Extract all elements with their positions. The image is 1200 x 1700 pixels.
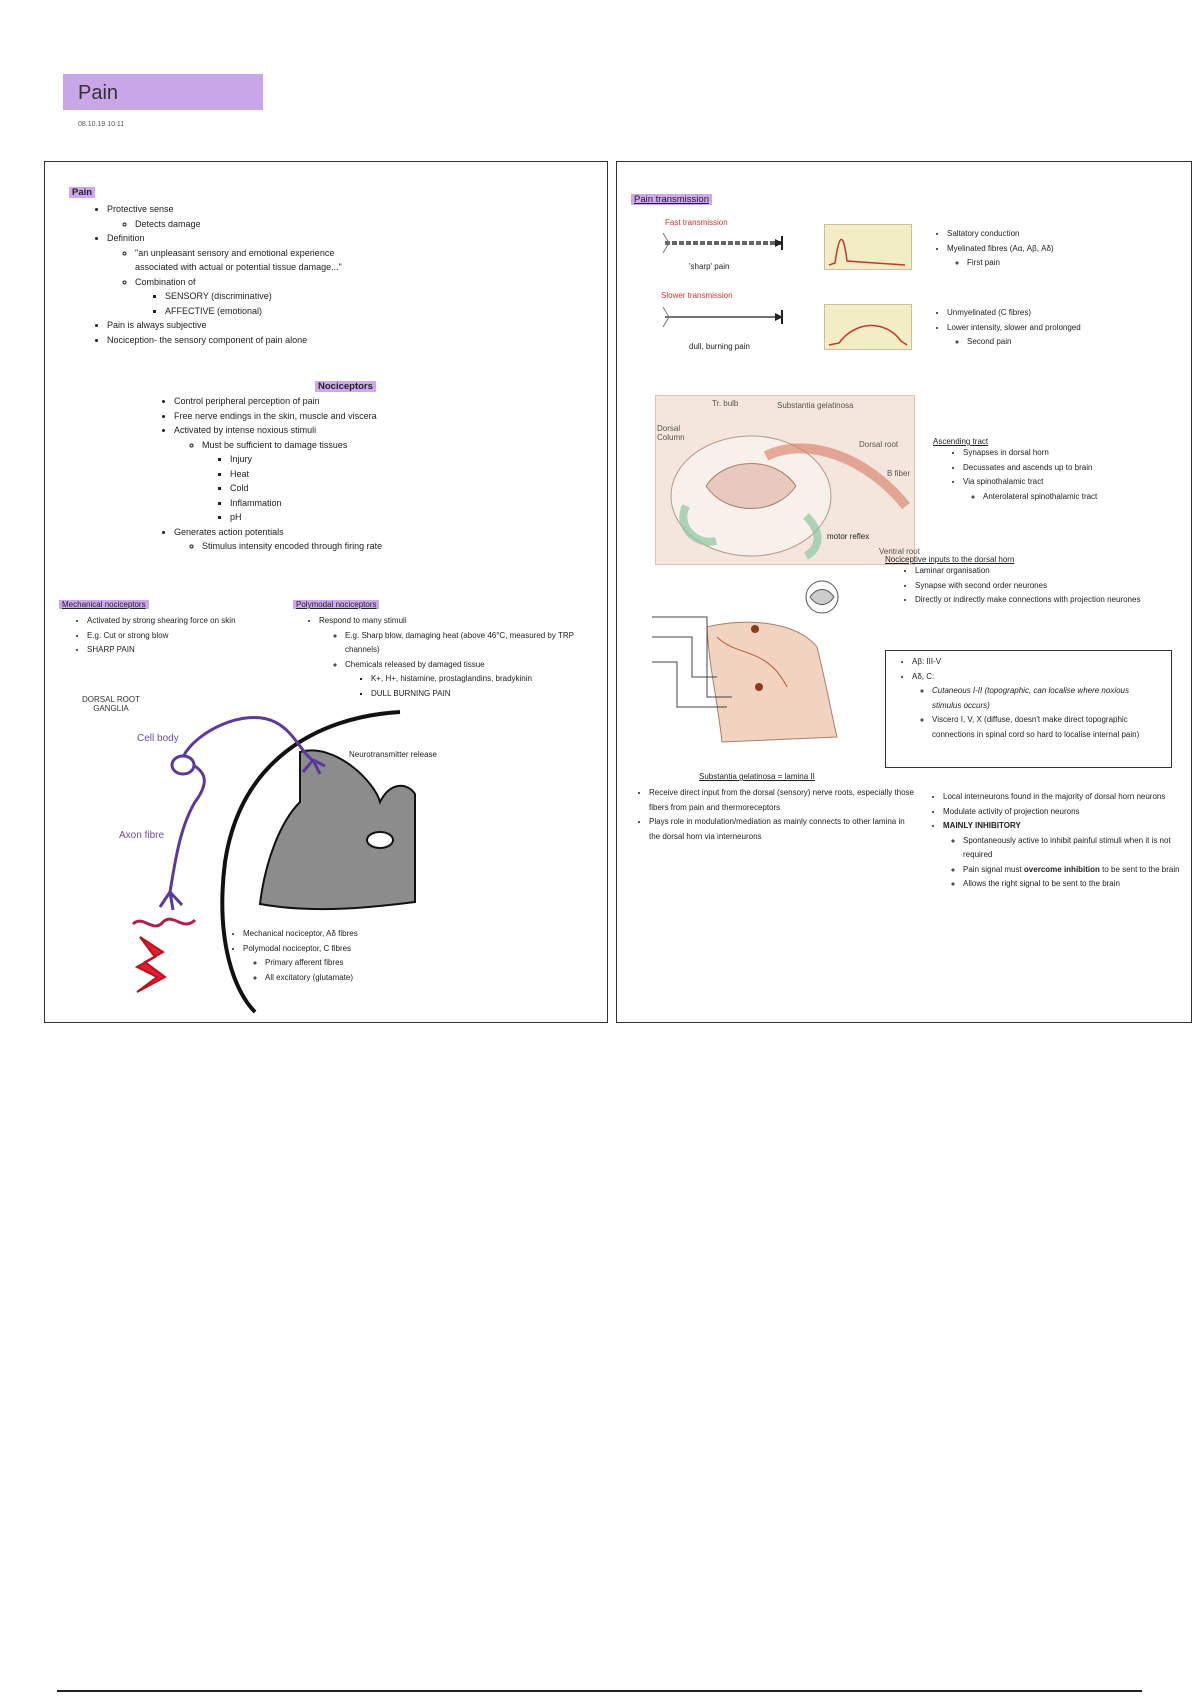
list-item: • Protective sense [107, 202, 365, 217]
axon-terminal [160, 892, 182, 910]
list-item: • Generates action potentials [174, 525, 382, 540]
pain-bolt-icon [137, 937, 165, 992]
right-panel [616, 161, 1192, 1023]
footer-rule [57, 1690, 1142, 1692]
nociceptors-heading: Nociceptors [315, 381, 376, 392]
stimulus-squiggle [133, 919, 195, 926]
list-item: • Via spinothalamic tract [963, 475, 1097, 490]
list-item: ▪ SENSORY (discriminative) [165, 289, 365, 304]
list-item: ◦ Primary afferent fibres [265, 956, 358, 971]
ascending-section [933, 437, 1097, 504]
fast-pain-label: 'sharp' pain [689, 262, 730, 271]
list-item: • Pain is always subjective [107, 318, 365, 333]
gelatinosa-right-list [929, 790, 1189, 892]
neuron-central-process [183, 717, 315, 762]
list-item: ◦ Chemicals released by damaged tissue [345, 658, 605, 673]
central-canal [367, 832, 393, 848]
list-item: • Polymodal nociceptor, C fibres [243, 942, 358, 957]
left-panel [44, 161, 608, 1023]
gelatinosa-left-list [635, 786, 915, 844]
list-item: • Laminar organisation [915, 564, 1145, 579]
ascending-heading: Ascending tract [933, 437, 989, 446]
list-item: • Saltatory conduction [947, 227, 1054, 242]
slow-label: Slower transmission [661, 291, 733, 300]
list-item: ▪ Injury [230, 452, 382, 467]
pain-heading: Pain [69, 187, 95, 198]
list-item: • Nociception- the sensory component of pain alone [107, 333, 365, 348]
list-item: • Definition [107, 231, 365, 246]
list-item: • Aβ: III-V [912, 655, 1171, 670]
list-item: ▪ Heat [230, 467, 382, 482]
list-item: • Local interneurons found in the majority of dorsal horn neurons [943, 790, 1189, 805]
mechanical-heading: Mechanical nociceptors [59, 600, 149, 609]
list-item: • Free nerve endings in the skin, muscle and viscera [174, 409, 382, 424]
axon-label: Axon fibre [119, 830, 165, 841]
page-title: Pain [78, 82, 119, 104]
list-item: • Unmyelinated (C fibres) [947, 306, 1081, 321]
list-item: • MAINLY INHIBITORY [943, 819, 1189, 834]
label-dorsal-column: Dorsal Column [657, 424, 685, 442]
list-item: • Receive direct input from the dorsal (sensory) nerve roots, especially those fibers from pain and thermoreceptors [649, 786, 915, 815]
list-item: ▪ AFFECTIVE (emotional) [165, 304, 365, 319]
slow-plot [824, 304, 912, 350]
label-motor: motor reflex [827, 532, 870, 541]
dorsal-inputs-heading: Nociceptive inputs to the dorsal horn [885, 555, 1015, 564]
list-item: • Modulate activity of projection neurons [943, 805, 1189, 820]
list-item: • Lower intensity, slower and prolonged [947, 321, 1081, 336]
list-item: • Activated by intense noxious stimuli [174, 423, 382, 438]
axon-line [170, 765, 204, 892]
list-item: ◦ Cutaneous I-II (topographic, can localise where noxious stimulus occurs) [932, 684, 1142, 713]
gelatinosa-heading: Substantia gelatinosa = lamina II [699, 772, 815, 781]
list-item: • Synapse with second order neurones [915, 579, 1145, 594]
emphasis-text: overcome inhibition [1023, 864, 1100, 874]
fast-plot [824, 224, 912, 270]
list-item: ▪ pH [230, 510, 382, 525]
list-item: ◦ First pain [967, 256, 1054, 271]
slow-fiber-diagram [657, 302, 797, 332]
cell-body-circle [172, 756, 194, 774]
list-item: • SHARP PAIN [87, 643, 269, 658]
pain-transmission-heading: Pain transmission [631, 194, 712, 205]
neurotransmitter-label: Neurotransmitter release [348, 750, 438, 759]
label-tract: Tr. bulb [712, 399, 739, 408]
list-item: ◦ Anterolateral spinothalamic tract [983, 490, 1097, 505]
list-item: ▪ K+, H+, histamine, prostaglandins, bradykinin [371, 672, 605, 687]
list-item: • Synapses in dorsal horn [963, 446, 1097, 461]
list-item: • Mechanical nociceptor, Aδ fibres [243, 927, 358, 942]
fast-fiber-diagram [657, 228, 797, 258]
list-item: ◦ All excitatory (glutamate) [265, 971, 358, 986]
list-item: ▪ Cold [230, 481, 382, 496]
list-item: • Myelinated fibres (Aα, Aβ, Aδ) [947, 242, 1054, 257]
slow-pain-label: dull, burning pain [689, 342, 750, 351]
list-item: • E.g. Cut or strong blow [87, 629, 269, 644]
label-dorsal-root: Dorsal root [859, 440, 899, 449]
fibre-box [885, 650, 1172, 768]
list-item: ◦ Second pain [967, 335, 1081, 350]
spinal-cord-illustration [655, 395, 915, 565]
list-item: ◦ Pain signal must overcome inhibition to be sent to the brain [963, 863, 1189, 878]
fast-list [935, 227, 1054, 271]
page-date: 08.10.19 10:11 [78, 121, 125, 128]
list-item: ▪ Inflammation [230, 496, 382, 511]
list-item: ◦ Allows the right signal to be sent to the brain [963, 877, 1189, 892]
list-item: ◦ "an unpleasant sensory and emotional experience associated with actual or potential tissue damage..." [135, 246, 365, 275]
drg-label: DORSAL ROOT GANGLIA [82, 695, 140, 713]
nociceptor-drawing [45, 162, 607, 1022]
list-item: • Control peripheral perception of pain [174, 394, 382, 409]
laminae-illustration [647, 577, 862, 747]
list-item: • Activated by strong shearing force on skin [87, 614, 269, 629]
dorsal-horn-shape [260, 750, 415, 909]
label-ventral-root: Ventral root [879, 547, 920, 556]
list-item: ◦ Must be sufficient to damage tissues [202, 438, 382, 453]
drawing-list [229, 927, 358, 985]
list-item: ◦ Viscero I, V, X (diffuse, doesn't make direct topographic connections in spinal cord so hard to localise internal pain) [932, 713, 1142, 742]
fast-label: Fast transmission [665, 218, 728, 227]
list-item: ◦ Spontaneously active to inhibit painful stimuli when it is not required [963, 834, 1189, 863]
list-item: ◦ E.g. Sharp blow, damaging heat (above 46°C, measured by TRP channels) [345, 629, 575, 658]
list-item: ◦ Combination of [135, 275, 365, 290]
list-item: ◦ Stimulus intensity encoded through firing rate [202, 539, 382, 554]
list-item: • Respond to many stimuli [319, 614, 605, 629]
label-b-fiber: B fiber [887, 469, 911, 478]
list-item: ▪ DULL BURNING PAIN [371, 687, 605, 702]
list-item: ◦ Detects damage [135, 217, 365, 232]
cell-body-label: Cell body [137, 733, 179, 744]
list-item: • Plays role in modulation/mediation as mainly connects to other lamina in the dorsal horn via interneurons [649, 815, 915, 844]
dorsal-inputs-section [885, 555, 1145, 608]
slow-list [935, 306, 1081, 350]
polymodal-heading: Polymodal nociceptors [293, 600, 379, 609]
list-item: • Directly or indirectly make connections with projection neurones [915, 593, 1145, 608]
list-item: • Decussates and ascends up to brain [963, 461, 1097, 476]
list-item: • Aδ, C: [912, 670, 1171, 685]
label-gelatinosa: Substantia gelatinosa [777, 401, 854, 410]
